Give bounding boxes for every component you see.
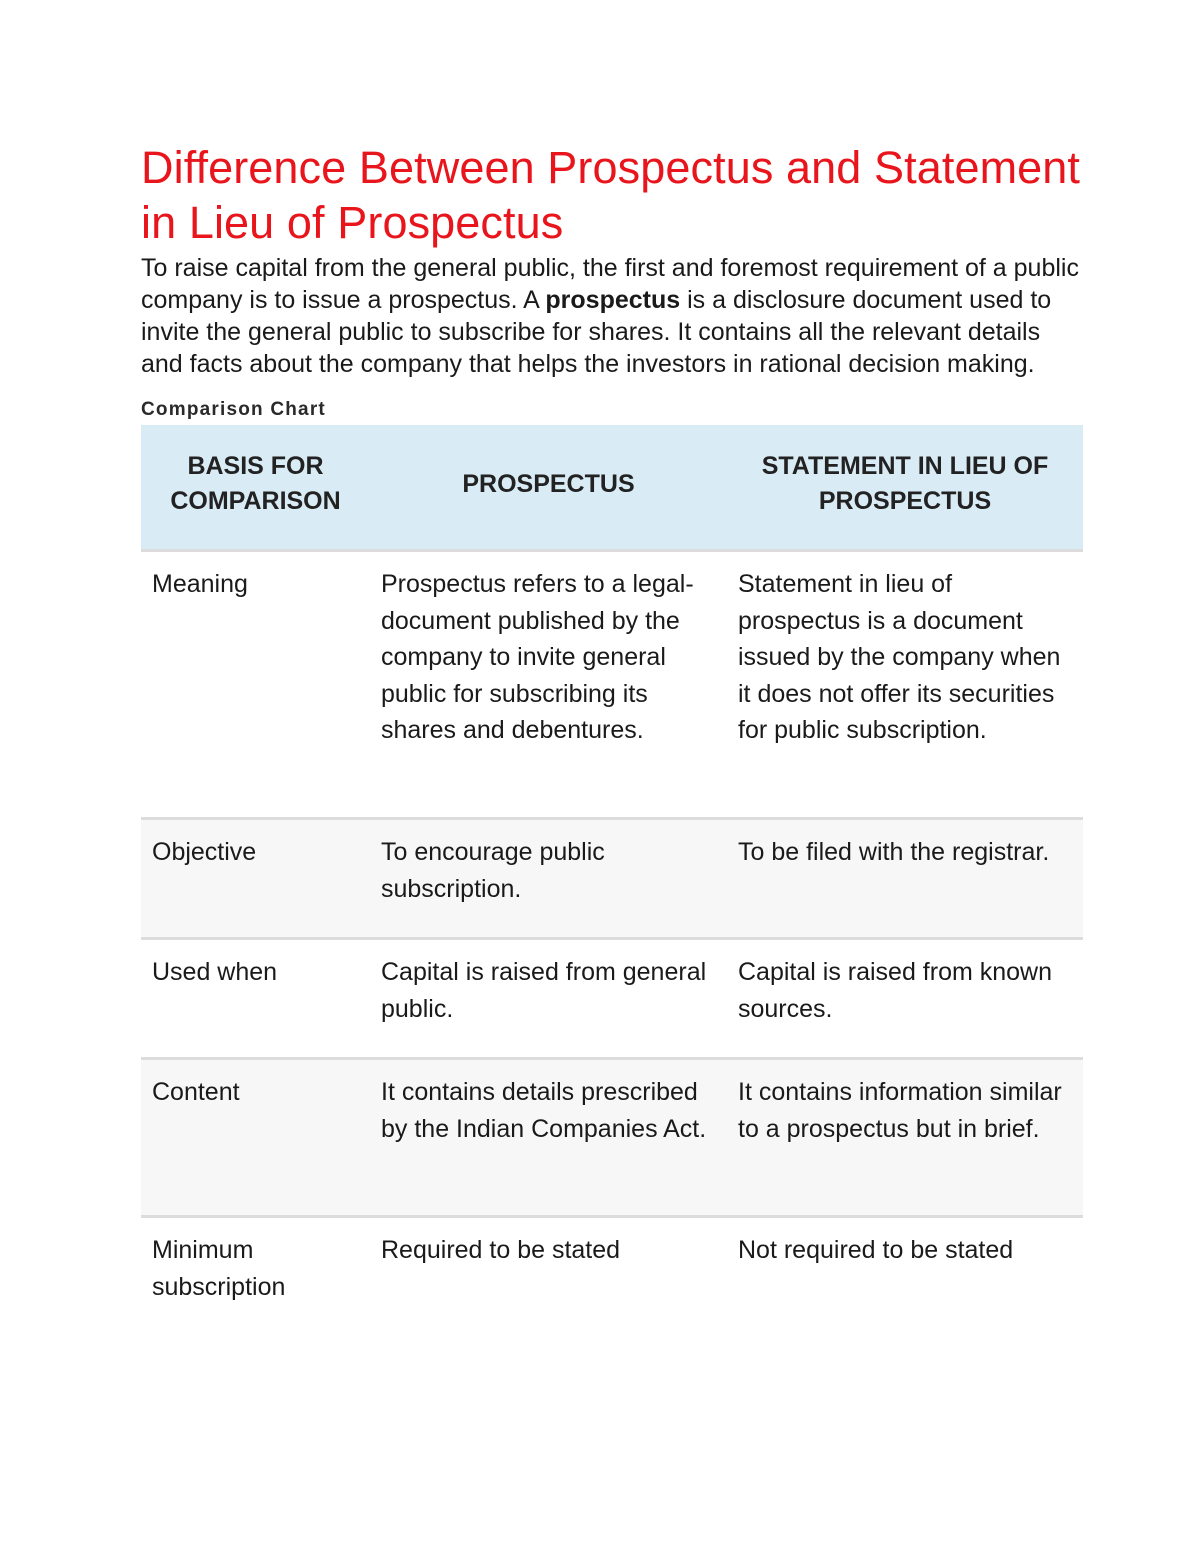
row-statement-cell: Capital is raised from known sources. (738, 958, 1053, 1023)
table-row (141, 939, 1083, 1059)
row-basis-cell: Objective (152, 838, 257, 866)
intro-text-end: is a disclosure document used to invite the general public to subscribe for shares. It contains all the relevant details and facts about the company that helps the investors in rational decision making. (141, 286, 1052, 378)
header-statement: STATEMENT IN LIEU OF PROSPECTUS (727, 425, 1083, 551)
row-basis-cell: Meaning (152, 570, 248, 598)
row-prospectus-cell: To encourage public subscription. (381, 838, 605, 903)
row-statement-cell: Not required to be stated (738, 1236, 1014, 1264)
row-statement-cell: To be filed with the registrar. (738, 838, 1050, 866)
intro-text-start: To raise capital from the general public, the first and foremost requirement of a public company is to issue a prospectus. A (141, 254, 1079, 314)
table-row (141, 1217, 1083, 1313)
row-basis-cell: Used when (152, 958, 278, 986)
row-statement-cell: It contains information similar to a prospectus but in brief. (738, 1078, 1062, 1143)
comparison-chart-label: Comparison Chart (141, 399, 326, 420)
table-row (141, 551, 1083, 819)
row-basis-cell: Content (152, 1078, 240, 1106)
intro-bold-term: prospectus (545, 286, 681, 314)
header-prospectus: PROSPECTUS (370, 425, 727, 551)
table-row (141, 819, 1083, 939)
table-row (141, 1059, 1083, 1217)
row-prospectus-cell: Prospectus refers to a legal-document published by the company to invite general public for subscribing its shares and debentures. (381, 570, 694, 744)
row-prospectus-cell: It contains details prescribed by the Indian Companies Act. (381, 1078, 707, 1143)
intro-paragraph (141, 252, 1081, 380)
header-basis: BASIS FOR COMPARISON (141, 425, 370, 551)
page-title: Difference Between Prospectus and Statement in Lieu of Prospectus (141, 142, 1081, 248)
row-statement-cell: Statement in lieu of prospectus is a document issued by the company when it does not offer its securities for public subscription. (738, 570, 1061, 744)
row-prospectus-cell: Required to be stated (381, 1236, 621, 1264)
table-header-row (141, 425, 1083, 551)
row-prospectus-cell: Capital is raised from general public. (381, 958, 707, 1023)
row-basis-cell: Minimum subscription (152, 1236, 286, 1301)
comparison-table (141, 425, 1083, 1312)
document-content (141, 140, 1081, 1312)
